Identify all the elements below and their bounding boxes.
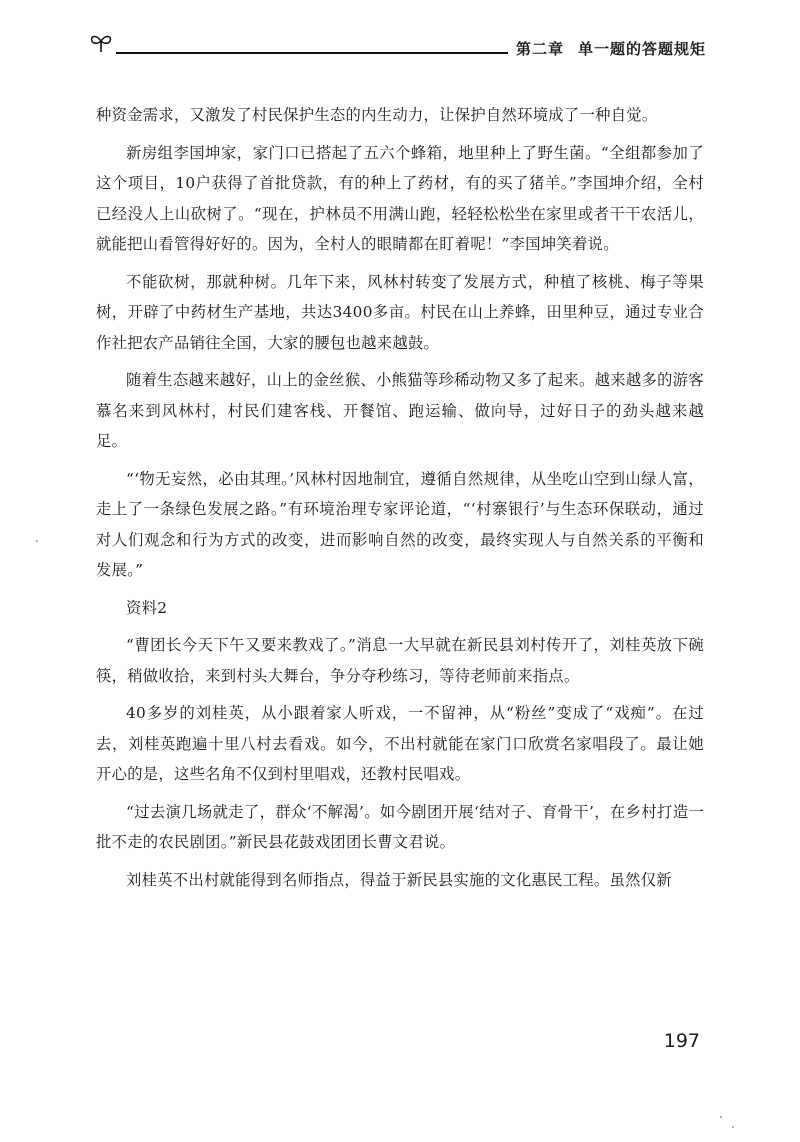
page-header (88, 28, 708, 64)
paragraph: 新房组李国坤家，家门口已搭起了五六个蜂箱，地里种上了野生菌。“全组都参加了这个项目，10户获得了首批贷款，有的种上了药材，有的买了猪羊。”李国坤介绍，全村已经没人上山砍树了。“现在，护林员不用满山跑，轻轻松松坐在家里或者干干农活儿，就能把山看管得好好的。因为，全村人的眼睛都在盯着呢！”李国坤笑着说。 (96, 143, 704, 253)
scan-speck (732, 1126, 734, 1128)
paragraph: 40多岁的刘桂英，从小跟着家人听戏，一不留神，从“粉丝”变成了“戏痴”。在过去，刘桂英跑遍十里八村去看戏。如今，不出村就能在家门口欣赏名家唱段了。最让她开心的是，这些名角不仅到村里唱戏，还教村民唱戏。 (96, 704, 704, 783)
body-text (96, 100, 704, 902)
paragraph: 种资金需求，又激发了村民保护生态的内生动力，让保护自然环境成了一种自觉。 (96, 106, 658, 124)
paragraph: “曹团长今天下午又要来教戏了。”消息一大早就在新民县刘村传开了，刘桂英放下碗筷，稍做收拾，来到村头大舞台，争分夺秒练习，等待老师前来指点。 (96, 636, 704, 685)
section-heading: 资料2 (126, 598, 168, 617)
page-number: 197 (663, 1030, 700, 1052)
paragraph: 随着生态越来越好，山上的金丝猴、小熊猫等珍稀动物又多了起来。越来越多的游客慕名来到风林村，村民们建客栈、开餐馆、跑运输、做向导，过好日子的劲头越来越足。 (96, 371, 704, 450)
chapter-number: 第二章 (516, 40, 565, 58)
sprout-icon (88, 32, 114, 54)
chapter-heading (516, 38, 706, 59)
paragraph: 刘桂英不出村就能得到名师指点，得益于新民县实施的文化惠民工程。虽然仅新 (126, 870, 672, 889)
paragraph: “过去演几场就走了，群众‘不解渴’。如今剧团开展‘结对子、育骨干’，在乡村打造一批不走的农民剧团。”新民县花鼓戏团团长曹文君说。 (96, 802, 704, 851)
scan-speck (720, 1116, 722, 1118)
scan-speck (36, 540, 38, 542)
paragraph: “‘物无妄然，必由其理。’风林村因地制宜，遵循自然规律，从坐吃山空到山绿人富，走上了一条绿色发展之路。”有环境治理专家评论道，“‘村寨银行’与生态环保联动，通过对人们观念和行为方式的改变，进而影响自然的改变，最终实现人与自然关系的平衡和发展。” (96, 469, 704, 579)
paragraph: 不能砍树，那就种树。几年下来，风林村转变了发展方式，种植了核桃、梅子等果树，开辟了中药材生产基地，共达3400多亩。村民在山上养蜂，田里种豆，通过专业合作社把农产品销往全国，大家的腰包也越来越鼓。 (96, 272, 704, 352)
header-rule (116, 52, 508, 54)
chapter-title: 单一题的答题规矩 (578, 40, 707, 58)
